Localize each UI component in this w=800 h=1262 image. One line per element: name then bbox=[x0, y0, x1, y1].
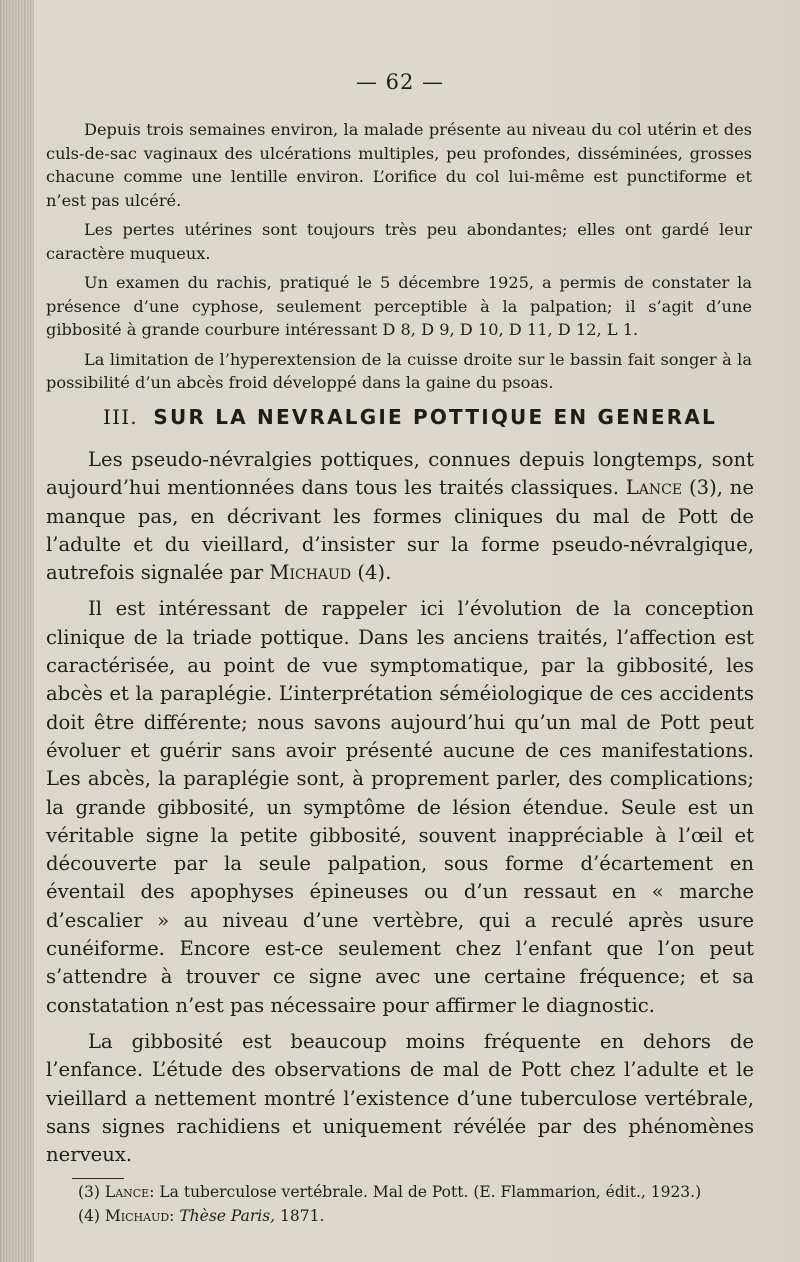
footnote-number: (3) bbox=[78, 1183, 100, 1201]
footnote-ref: (3) bbox=[688, 476, 717, 500]
footnote-year: 1871. bbox=[280, 1207, 325, 1225]
footnote-author: Lance: bbox=[104, 1183, 155, 1201]
body-paragraph: Il est intéressant de rappeler ici l’évolution de la conception clinique de la triade pottique. Dans les anciens traités, l’affection est caractérisée, au point de vue symptomatique, par la gibbosité, les abcès et la paraplégie. L’interprétation séméiologique de ces accidents doit être différente; nous savons aujourd’hui qu’un mal de Pott peut évoluer et guérir sans avoir présenté aucune de ces manifestations. Les abcès, la paraplégie sont, à proprement parler, des complications; la grande gibbosité, un symptôme de lésion étendue. Seule est un véritable signe la petite gibbosité, souvent inappréciable à l’œil et découverte par la seule palpation, sous forme d’écartement en éventail des apophyses épineuses ou d’un ressaut en « marche d’escalier » au niveau d’une vertèbre, qui a reculé après usure cunéiforme. Encore est-ce seulement chez l’enfant que l’on peut s’attendre à trouver ce signe avec une certaine fréquence; et sa constatation n’est pas nécessaire pour affirmer le diagnostic. bbox=[46, 597, 754, 1017]
footnote bbox=[78, 1180, 758, 1204]
main-text bbox=[46, 446, 754, 1177]
footnote-author: Michaud: bbox=[104, 1207, 175, 1225]
footnote-text: La tuberculose vertébrale. Mal de Pott. (E. Flammarion, édit., 1923.) bbox=[159, 1183, 702, 1201]
author-name: Michaud bbox=[269, 561, 352, 585]
paragraph-text: Les pseudo-névralgies pottiques, connues depuis longtemps, sont aujourd’hui mentionnées dans tous les traités classiques. bbox=[46, 448, 754, 500]
section-number: III. bbox=[103, 405, 138, 429]
intro-paragraph: Un examen du rachis, pratiqué le 5 décembre 1925, a permis de constater la présence d’une cyphose, seulement perceptible à la palpation; il s’agit d’une gibbosité à grande courbure intéressant D 8, D 9, D 10, D 11, D 12, L 1. bbox=[46, 273, 752, 339]
intro-paragraph: La limitation de l’hyperextension de la cuisse droite sur le bassin fait songer à la possibilité d’un abcès froid développé dans la gaine du psoas. bbox=[46, 349, 752, 392]
footnote-ref: (4). bbox=[357, 561, 392, 585]
footnote-rule bbox=[72, 1178, 124, 1179]
footnote-number: (4) bbox=[78, 1207, 100, 1225]
intro-paragraph: Les pertes utérines sont toujours très peu abondantes; elles ont gardé leur caractère muqueux. bbox=[46, 220, 752, 263]
page-number: — 62 — bbox=[355, 70, 445, 94]
footnotes bbox=[78, 1180, 758, 1228]
body-paragraph: La gibbosité est beaucoup moins fréquente en dehors de l’enfance. L’étude des observations de mal de Pott chez l’adulte et le vieillard a nettement montré l’existence d’une tuberculose vertébrale, sans signes rachidiens et uniquement révélée par des phénomènes nerveux. bbox=[46, 1029, 754, 1167]
paragraph-text: , ne manque pas, en décrivant les formes cliniques du mal de Pott de l’adulte et du vieillard, d’insister sur la forme pseudo-névralgique, autrefois signalée par bbox=[46, 476, 755, 585]
intro-paragraph: Depuis trois semaines environ, la malade présente au niveau du col utérin et des culs-de-sac vaginaux des ulcérations multiples, peu profondes, disséminées, grosses chacune comme une lentille environ. L’orifice du col lui-même est punctiforme et n’est pas ulcéré. bbox=[46, 120, 752, 210]
author-name: Lance bbox=[625, 476, 683, 500]
footnote bbox=[78, 1204, 758, 1228]
page-edge-stack bbox=[0, 0, 34, 1262]
section-title: SUR LA NEVRALGIE POTTIQUE EN GENERAL bbox=[153, 405, 717, 429]
observation-text bbox=[46, 118, 752, 401]
footnote-text: Thèse Paris, bbox=[179, 1207, 276, 1225]
body-paragraph bbox=[46, 446, 754, 587]
section-heading bbox=[103, 405, 743, 429]
